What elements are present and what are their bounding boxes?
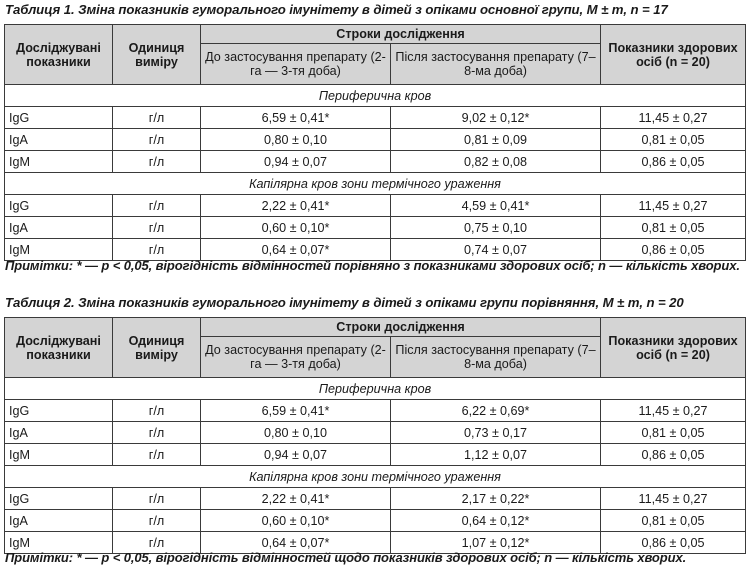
param-cell: IgM	[5, 532, 113, 554]
header-period: Строки дослідження	[201, 25, 601, 44]
before-cell: 0,64 ± 0,07*	[201, 532, 391, 554]
unit-cell: г/л	[113, 129, 201, 151]
section-row	[5, 466, 746, 488]
table-1	[4, 24, 746, 261]
table-row	[5, 129, 746, 151]
after-cell: 0,73 ± 0,17	[391, 422, 601, 444]
param-cell: IgG	[5, 107, 113, 129]
after-cell: 9,02 ± 0,12*	[391, 107, 601, 129]
before-cell: 6,59 ± 0,41*	[201, 400, 391, 422]
healthy-cell: 0,81 ± 0,05	[601, 510, 746, 532]
section-title: Капілярна кров зони термічного ураження	[5, 173, 746, 195]
table-1-caption: Таблиця 1. Зміна показників гуморального імунітету в дітей з опіками основної групи, M ± m, n = 17	[5, 2, 668, 17]
table-row	[5, 510, 746, 532]
param-cell: IgA	[5, 422, 113, 444]
header-unit: Одиниця виміру	[113, 318, 201, 378]
before-cell: 0,94 ± 0,07	[201, 444, 391, 466]
header-param: Досліджувані показники	[5, 25, 113, 85]
healthy-cell: 11,45 ± 0,27	[601, 400, 746, 422]
before-cell: 2,22 ± 0,41*	[201, 195, 391, 217]
unit-cell: г/л	[113, 239, 201, 261]
header-period: Строки дослідження	[201, 318, 601, 337]
param-cell: IgG	[5, 195, 113, 217]
after-cell: 4,59 ± 0,41*	[391, 195, 601, 217]
table-row	[5, 107, 746, 129]
healthy-cell: 0,81 ± 0,05	[601, 129, 746, 151]
table-2	[4, 317, 746, 554]
before-cell: 0,94 ± 0,07	[201, 151, 391, 173]
before-cell: 0,64 ± 0,07*	[201, 239, 391, 261]
unit-cell: г/л	[113, 195, 201, 217]
healthy-cell: 0,86 ± 0,05	[601, 151, 746, 173]
after-cell: 0,74 ± 0,07	[391, 239, 601, 261]
section-row	[5, 173, 746, 195]
after-cell: 0,82 ± 0,08	[391, 151, 601, 173]
param-cell: IgM	[5, 239, 113, 261]
section-title: Периферична кров	[5, 85, 746, 107]
after-cell: 1,07 ± 0,12*	[391, 532, 601, 554]
section-title: Периферична кров	[5, 378, 746, 400]
param-cell: IgG	[5, 400, 113, 422]
header-healthy: Показники здорових осіб (n = 20)	[601, 318, 746, 378]
table-2-caption: Таблиця 2. Зміна показників гуморального імунітету в дітей з опіками групи порівняння, M ± m, n = 20	[5, 295, 684, 310]
unit-cell: г/л	[113, 488, 201, 510]
unit-cell: г/л	[113, 151, 201, 173]
healthy-cell: 0,86 ± 0,05	[601, 532, 746, 554]
healthy-cell: 11,45 ± 0,27	[601, 107, 746, 129]
table-row	[5, 195, 746, 217]
table-row	[5, 400, 746, 422]
param-cell: IgA	[5, 510, 113, 532]
healthy-cell: 11,45 ± 0,27	[601, 195, 746, 217]
header-healthy: Показники здорових осіб (n = 20)	[601, 25, 746, 85]
table-1-note: Примітки: * — p < 0,05, вірогідність відмінностей порівняно з показниками здорових осіб; n — кількість хворих.	[5, 258, 740, 273]
healthy-cell: 0,81 ± 0,05	[601, 422, 746, 444]
after-cell: 0,64 ± 0,12*	[391, 510, 601, 532]
table-row	[5, 217, 746, 239]
table-row	[5, 444, 746, 466]
header-after: Після застосування препарату (7–8-ма доба)	[391, 44, 601, 85]
before-cell: 2,22 ± 0,41*	[201, 488, 391, 510]
healthy-cell: 0,81 ± 0,05	[601, 217, 746, 239]
before-cell: 6,59 ± 0,41*	[201, 107, 391, 129]
unit-cell: г/л	[113, 444, 201, 466]
after-cell: 6,22 ± 0,69*	[391, 400, 601, 422]
table-2-note: Примітки: * — p < 0,05, вірогідність відмінностей щодо показників здорових осіб; n — кількість хворих.	[5, 550, 687, 565]
unit-cell: г/л	[113, 422, 201, 444]
after-cell: 0,75 ± 0,10	[391, 217, 601, 239]
table-row	[5, 488, 746, 510]
healthy-cell: 0,86 ± 0,05	[601, 239, 746, 261]
header-before: До застосування препарату (2-га — 3-тя доба)	[201, 337, 391, 378]
unit-cell: г/л	[113, 400, 201, 422]
section-row	[5, 85, 746, 107]
healthy-cell: 0,86 ± 0,05	[601, 444, 746, 466]
healthy-cell: 11,45 ± 0,27	[601, 488, 746, 510]
before-cell: 0,80 ± 0,10	[201, 422, 391, 444]
header-unit: Одиниця виміру	[113, 25, 201, 85]
header-after: Після застосування препарату (7–8-ма доба)	[391, 337, 601, 378]
unit-cell: г/л	[113, 532, 201, 554]
before-cell: 0,60 ± 0,10*	[201, 510, 391, 532]
after-cell: 0,81 ± 0,09	[391, 129, 601, 151]
param-cell: IgM	[5, 151, 113, 173]
section-row	[5, 378, 746, 400]
param-cell: IgG	[5, 488, 113, 510]
header-param: Досліджувані показники	[5, 318, 113, 378]
table-row	[5, 422, 746, 444]
after-cell: 1,12 ± 0,07	[391, 444, 601, 466]
param-cell: IgA	[5, 129, 113, 151]
unit-cell: г/л	[113, 217, 201, 239]
after-cell: 2,17 ± 0,22*	[391, 488, 601, 510]
param-cell: IgM	[5, 444, 113, 466]
table-row	[5, 151, 746, 173]
param-cell: IgA	[5, 217, 113, 239]
unit-cell: г/л	[113, 107, 201, 129]
before-cell: 0,60 ± 0,10*	[201, 217, 391, 239]
section-title: Капілярна кров зони термічного ураження	[5, 466, 746, 488]
unit-cell: г/л	[113, 510, 201, 532]
header-before: До застосування препарату (2-га — 3-тя доба)	[201, 44, 391, 85]
before-cell: 0,80 ± 0,10	[201, 129, 391, 151]
